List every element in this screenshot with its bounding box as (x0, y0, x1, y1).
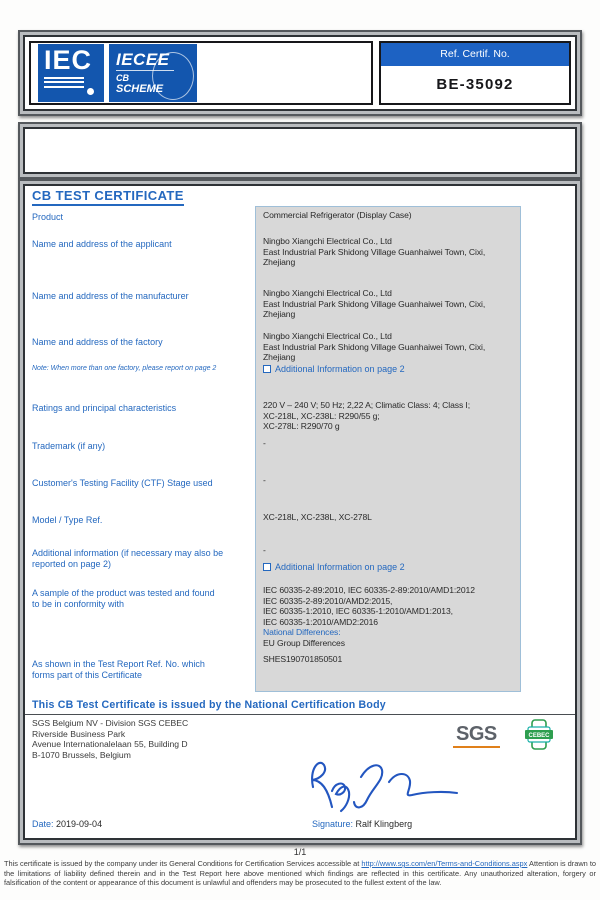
field-label-trademark: Trademark (if any) (32, 441, 106, 451)
value-model: XC-218L, XC-238L, XC-278L (263, 512, 372, 522)
field-label-applicant: Name and address of the applicant (32, 239, 172, 249)
disclaimer-text: This certificate is issued by the company under its General Conditions for Certification Services accessible at http://www.sgs.com/en/Terms-and-Conditions.aspx Attention is drawn to the limitations of liability defined therein and in the Test Report here above mentioned which findings are reflected in this certificate. Any unauthorized alteration, forgery or falsification of the content or appearance of this document is unlawful and offenders may be prosecuted to the fullest extent of the law. (4, 859, 596, 888)
terms-link[interactable]: http://www.sgs.com/en/Terms-and-Conditions.aspx (361, 859, 528, 868)
value-trademark: - (263, 438, 266, 448)
globe-icon (152, 52, 194, 100)
value-additional-info: - (263, 545, 266, 555)
additional-info-label: Additional Information on page 2 (275, 562, 405, 572)
svg-text:CEBEC: CEBEC (528, 733, 550, 739)
national-differences-label: National Differences: (263, 627, 341, 637)
factory-additional-info-row (263, 364, 405, 374)
checkbox-icon[interactable] (263, 365, 271, 373)
scheme-banner-text: IEC SYSTEM FOR MUTUAL RECOGNITION OF TEST CERTIFICATES FOR ELECTRICAL EQUIPMENT (IECEE) CB SCHEME (23, 127, 577, 174)
ncb-address: SGS Belgium NV - Division SGS CEBEC Riverside Business Park Avenue Internationalelaan 55, Building D B-1070 Brussels, Belgium (32, 718, 189, 760)
signoff-row (32, 819, 562, 829)
field-label-ctf: Customer's Testing Facility (CTF) Stage used (32, 478, 213, 488)
ncb-statement: This CB Test Certificate is issued by the National Certification Body (32, 699, 386, 711)
factory-note: Note: When more than one factory, please report on page 2 (32, 365, 217, 372)
date-label: Date: (32, 819, 54, 829)
header-frame (18, 30, 582, 116)
iec-logo-text: IEC (44, 45, 93, 75)
value-test-report-number: SHES190701850501 (263, 654, 343, 664)
value-ctf: - (263, 475, 266, 485)
value-product: Commercial Refrigerator (Display Case) (263, 210, 412, 220)
field-label-conformity: A sample of the product was tested and found to be in conformity with (32, 588, 215, 609)
value-ratings: 220 V – 240 V; 50 Hz; 2,22 A; Climatic Class: 4; Class I; XC-218L, XC-238L: R290/55 g; XC-278L: R290/70 g (263, 400, 471, 431)
ref-certif-box (379, 41, 571, 105)
date-value: 2019-09-04 (56, 819, 103, 829)
field-label-manufacturer: Name and address of the manufacturer (32, 291, 189, 301)
sgs-logo-icon: SGS (453, 723, 500, 748)
certificate-body-frame (18, 179, 582, 845)
additional-info-row (263, 562, 405, 572)
value-manufacturer: Ningbo Xiangchi Electrical Co., Ltd East Industrial Park Shidong Village Guanhaiwei Town, Cixi, Zhejiang (263, 288, 486, 319)
factory-additional-info-label: Additional Information on page 2 (275, 364, 405, 374)
iecee-logo-scheme: SCHEME (116, 83, 164, 95)
national-differences-value: EU Group Differences (263, 637, 345, 648)
iecee-logo-title: IECEE (116, 50, 174, 71)
checkbox-icon[interactable] (263, 563, 271, 571)
iecee-cb-scheme-logo-icon (109, 44, 197, 102)
ref-certif-number: BE-35092 (436, 76, 514, 93)
signature-label: Signature: (312, 819, 354, 829)
signature-name: Ralf Klingberg (355, 819, 413, 829)
value-applicant: Ningbo Xiangchi Electrical Co., Ltd East Industrial Park Shidong Village Guanhaiwei Town, Cixi, Zhejiang (263, 236, 486, 267)
field-label-test-report: As shown in the Test Report Ref. No. which forms part of this Certificate (32, 659, 205, 680)
iec-logo-lines (44, 77, 104, 88)
scheme-banner-frame (18, 122, 582, 179)
value-factory: Ningbo Xiangchi Electrical Co., Ltd East Industrial Park Shidong Village Guanhaiwei Town, Cixi, Zhejiang (263, 331, 486, 362)
iec-logo-icon (38, 44, 104, 102)
iecee-logo-cb: CB (116, 73, 129, 83)
field-label-additional-info: Additional information (if necessary may also be reported on page 2) (32, 548, 224, 569)
logo-box (29, 41, 373, 105)
page-number: 1/1 (293, 847, 307, 857)
cebec-logo-icon (522, 719, 556, 756)
ref-certif-label: Ref. Certif. No. (381, 43, 569, 66)
field-label-model: Model / Type Ref. (32, 515, 103, 525)
field-label-product: Product (32, 212, 64, 222)
field-label-factory: Name and address of the factory (32, 337, 163, 347)
ncb-divider (25, 714, 575, 715)
page-title: CB TEST CERTIFICATE (32, 188, 184, 206)
value-conformity-standards: IEC 60335-2-89:2010, IEC 60335-2-89:2010/AMD1:2012 IEC 60335-2-89:2010/AMD2:2015, IEC 60335-1:2010, IEC 60335-1:2010/AMD1:2013, IEC 60335-1:2010/AMD2:2016 National Differences: EU Group Differences (263, 585, 517, 648)
field-label-ratings: Ratings and principal characteristics (32, 403, 177, 413)
iec-logo-dot (87, 88, 94, 95)
signature-scribble-icon (295, 749, 470, 820)
